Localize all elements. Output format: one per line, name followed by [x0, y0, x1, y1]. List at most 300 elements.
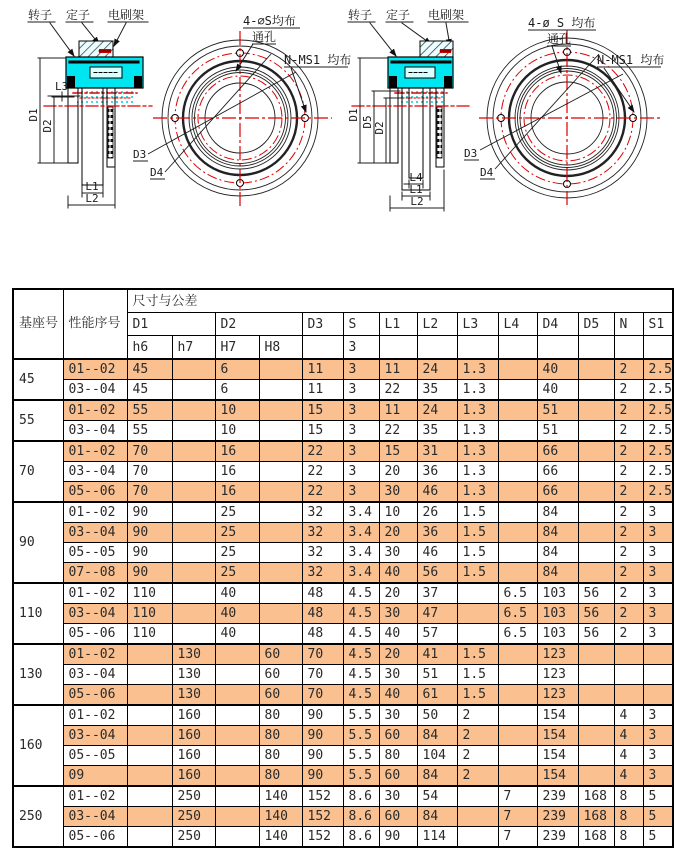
dimension-value-cell: 8: [614, 807, 643, 827]
dimension-value-cell: [457, 624, 498, 645]
nms1-note: N-MS1 均布: [597, 53, 665, 67]
tolerance-header-cell: [578, 336, 614, 360]
performance-seq-cell: 05--06: [63, 482, 127, 503]
dimension-value-cell: 8: [614, 827, 643, 848]
dimension-value-cell: 36: [417, 523, 457, 543]
dimension-value-cell: 20: [379, 523, 417, 543]
tolerance-header-cell: [302, 336, 343, 360]
performance-seq-cell: 03--04: [63, 380, 127, 401]
dimension-value-cell: 31: [417, 441, 457, 462]
dimension-value-cell: 250: [172, 807, 215, 827]
dimension-value-cell: 1.3: [457, 380, 498, 401]
performance-seq-cell: 03--04: [63, 523, 127, 543]
dimension-value-cell: [259, 624, 302, 645]
dimension-value-cell: 140: [259, 827, 302, 848]
dimension-value-cell: 51: [537, 400, 578, 421]
dimension-value-cell: [498, 563, 537, 584]
dimension-value-cell: 110: [127, 583, 172, 604]
dimension-value-cell: 103: [537, 604, 578, 624]
dimension-value-cell: 35: [417, 380, 457, 401]
dimension-value-cell: 22: [302, 462, 343, 482]
dimension-value-cell: 3: [343, 380, 379, 401]
d5-dim-label: D5: [361, 115, 374, 129]
dimension-value-cell: [172, 482, 215, 503]
dimension-value-cell: 60: [379, 766, 417, 787]
table-row: [13, 400, 673, 421]
dimension-value-cell: [457, 583, 498, 604]
dimension-value-cell: 25: [215, 502, 259, 523]
dimension-value-cell: 84: [537, 543, 578, 563]
dimension-value-cell: [259, 359, 302, 380]
dimension-value-cell: [643, 665, 673, 685]
dimension-value-cell: [578, 766, 614, 787]
dimension-value-cell: 80: [379, 746, 417, 766]
dimension-value-cell: 40: [537, 380, 578, 401]
dimension-value-cell: [259, 604, 302, 624]
dimension-value-cell: 3: [643, 624, 673, 645]
dimension-value-cell: 2.5: [643, 380, 673, 401]
dimension-value-cell: [457, 827, 498, 848]
performance-seq-cell: 01--02: [63, 502, 127, 523]
dimension-value-cell: 40: [537, 359, 578, 380]
holes-note-line1: 4-ø S 均布: [528, 16, 596, 30]
dimension-value-cell: 3: [643, 502, 673, 523]
rotor-label: 转子: [28, 8, 53, 22]
dimension-value-cell: [498, 705, 537, 726]
performance-seq-cell: 03--04: [63, 665, 127, 685]
dimension-value-cell: 90: [302, 766, 343, 787]
dimension-value-cell: 152: [302, 807, 343, 827]
dimension-value-cell: 45: [127, 359, 172, 380]
dimension-value-cell: [259, 462, 302, 482]
dimension-value-cell: [215, 685, 259, 706]
dimension-value-cell: 56: [578, 604, 614, 624]
d2-dim-label: D2: [373, 121, 386, 135]
dimension-value-cell: [578, 380, 614, 401]
dimension-value-cell: [498, 543, 537, 563]
dimension-value-cell: [259, 502, 302, 523]
dimension-value-cell: 45: [127, 380, 172, 401]
dimension-value-cell: 61: [417, 685, 457, 706]
dimension-value-cell: 47: [417, 604, 457, 624]
dimension-value-cell: 3.4: [343, 502, 379, 523]
dimension-value-cell: 2: [457, 766, 498, 787]
dimension-value-cell: 3: [643, 766, 673, 787]
performance-seq-cell: 05--06: [63, 685, 127, 706]
dimension-value-cell: 239: [537, 827, 578, 848]
dimension-value-cell: 22: [302, 482, 343, 503]
dimension-value-cell: 66: [537, 441, 578, 462]
dimension-value-cell: [578, 462, 614, 482]
dimension-value-cell: [578, 482, 614, 503]
dimension-value-cell: 2.5: [643, 421, 673, 442]
dimension-value-cell: 70: [127, 482, 172, 503]
left-side-view: [27, 7, 152, 208]
dimension-value-cell: 3: [643, 604, 673, 624]
dimension-value-cell: 40: [215, 583, 259, 604]
dimension-value-cell: 160: [172, 726, 215, 746]
dimension-value-cell: [498, 359, 537, 380]
tolerance-header-cell: [614, 336, 643, 360]
dimension-value-cell: 40: [379, 685, 417, 706]
dimension-value-cell: 103: [537, 583, 578, 604]
dimension-value-cell: 4: [614, 726, 643, 746]
tolerance-header-cell: [498, 336, 537, 360]
dimension-value-cell: 41: [417, 644, 457, 665]
dimension-value-cell: 30: [379, 543, 417, 563]
dimension-value-cell: 3.4: [343, 543, 379, 563]
dimension-value-cell: [172, 523, 215, 543]
dimension-value-cell: 140: [259, 786, 302, 807]
dimension-value-cell: 84: [417, 807, 457, 827]
dimension-value-cell: [127, 705, 172, 726]
dimension-value-cell: 1.3: [457, 441, 498, 462]
table-header: [13, 289, 673, 359]
dimension-value-cell: 6.5: [498, 624, 537, 645]
dimension-value-cell: 3: [643, 726, 673, 746]
dimension-value-cell: 80: [259, 705, 302, 726]
dimension-value-cell: [127, 766, 172, 787]
dimension-value-cell: [498, 523, 537, 543]
table-row: [13, 705, 673, 726]
dimension-value-cell: 32: [302, 543, 343, 563]
dimension-value-cell: [498, 644, 537, 665]
dimension-value-cell: 6: [215, 359, 259, 380]
dimension-value-cell: 90: [127, 502, 172, 523]
base-number-cell: 130: [13, 644, 63, 705]
table-row: [13, 523, 673, 543]
dimension-value-cell: 2: [614, 380, 643, 401]
dimension-value-cell: 2.5: [643, 359, 673, 380]
brush-holder-label: 电刷架: [428, 8, 465, 22]
left-front-view: [133, 13, 351, 206]
dimension-value-cell: 5.5: [343, 746, 379, 766]
dimension-value-cell: [259, 543, 302, 563]
dimension-value-cell: 8.6: [343, 807, 379, 827]
dimension-value-cell: 20: [379, 462, 417, 482]
dimension-value-cell: 16: [215, 441, 259, 462]
dimension-value-cell: 152: [302, 786, 343, 807]
dimension-value-cell: 32: [302, 502, 343, 523]
dimension-value-cell: 110: [127, 604, 172, 624]
performance-seq-cell: 07--08: [63, 563, 127, 584]
dimension-value-cell: 60: [379, 726, 417, 746]
dimension-value-cell: [578, 400, 614, 421]
dimension-value-cell: [578, 726, 614, 746]
dimension-value-cell: 15: [379, 441, 417, 462]
performance-seq-cell: 05--06: [63, 827, 127, 848]
dimension-value-cell: [172, 604, 215, 624]
dimension-value-cell: [259, 380, 302, 401]
dimension-value-cell: [127, 786, 172, 807]
dimension-value-cell: 16: [215, 482, 259, 503]
dimension-value-cell: 56: [578, 624, 614, 645]
slip-ring-strip: [437, 107, 442, 158]
dim-header-cell: L3: [457, 313, 498, 336]
tolerance-header-cell: [417, 336, 457, 360]
dimension-value-cell: 1.3: [457, 482, 498, 503]
performance-seq-cell: 05--05: [63, 746, 127, 766]
dimension-value-cell: [498, 482, 537, 503]
dimension-value-cell: 3: [643, 746, 673, 766]
dimension-value-cell: 50: [417, 705, 457, 726]
dimension-value-cell: [215, 807, 259, 827]
dimension-value-cell: 70: [302, 644, 343, 665]
table-row: [13, 441, 673, 462]
dimension-value-cell: 90: [379, 827, 417, 848]
dimension-value-cell: [498, 726, 537, 746]
performance-seq-cell: 05--05: [63, 543, 127, 563]
dimension-value-cell: 35: [417, 421, 457, 442]
dimension-value-cell: [643, 685, 673, 706]
performance-seq-cell: 01--02: [63, 400, 127, 421]
dimension-value-cell: [172, 624, 215, 645]
table-row: [13, 462, 673, 482]
performance-seq-cell: 03--04: [63, 604, 127, 624]
dimension-value-cell: 37: [417, 583, 457, 604]
dimension-value-cell: 3: [343, 441, 379, 462]
dimension-value-cell: 2: [614, 563, 643, 584]
dimension-value-cell: [498, 380, 537, 401]
dimension-value-cell: 5: [643, 786, 673, 807]
dim-header-cell: S: [343, 313, 379, 336]
dimension-value-cell: 30: [379, 665, 417, 685]
l2-dim-label: L2: [85, 192, 99, 205]
dimension-value-cell: [578, 644, 614, 665]
dimension-value-cell: 3: [343, 482, 379, 503]
dimension-value-cell: 48: [302, 583, 343, 604]
dimension-value-cell: [457, 604, 498, 624]
right-side-view: [347, 7, 472, 211]
dimension-value-cell: [578, 523, 614, 543]
dimension-value-cell: 56: [417, 563, 457, 584]
right-front-view: [464, 15, 664, 207]
dimension-value-cell: [172, 502, 215, 523]
dimension-value-cell: 4.5: [343, 644, 379, 665]
dimension-value-cell: [172, 400, 215, 421]
dimension-value-cell: 3: [343, 400, 379, 421]
dimension-value-cell: [578, 421, 614, 442]
table-row: [13, 380, 673, 401]
d1-dim-label: D1: [347, 108, 360, 122]
dimension-value-cell: 22: [379, 421, 417, 442]
dimension-value-cell: 4.5: [343, 665, 379, 685]
dimension-value-cell: 2: [614, 359, 643, 380]
dimension-value-cell: 239: [537, 807, 578, 827]
d4-dim-label: D4: [480, 166, 494, 179]
dimension-value-cell: [172, 543, 215, 563]
dimension-value-cell: 10: [215, 421, 259, 442]
dimension-value-cell: 25: [215, 543, 259, 563]
dimension-value-cell: 32: [302, 523, 343, 543]
dimension-value-cell: 1.5: [457, 563, 498, 584]
dimension-value-cell: 7: [498, 786, 537, 807]
base-number-cell: 90: [13, 502, 63, 583]
dimension-value-cell: 154: [537, 766, 578, 787]
dimension-value-cell: 40: [379, 624, 417, 645]
performance-seq-cell: 05--06: [63, 624, 127, 645]
dimension-value-cell: 1.3: [457, 462, 498, 482]
dimension-value-cell: 90: [302, 746, 343, 766]
tolerance-header-cell: h7: [172, 336, 215, 360]
dimension-value-cell: 22: [302, 441, 343, 462]
dimension-value-cell: 3: [643, 523, 673, 543]
dimension-value-cell: 30: [379, 786, 417, 807]
dimension-value-cell: [614, 644, 643, 665]
dimension-value-cell: [498, 400, 537, 421]
dimension-value-cell: 2: [614, 604, 643, 624]
tolerance-header-cell: H7: [215, 336, 259, 360]
table-row: [13, 726, 673, 746]
dim-header-cell: D1: [127, 313, 215, 336]
dimension-value-cell: 168: [578, 827, 614, 848]
base-number-cell: 160: [13, 705, 63, 786]
table-row: [13, 827, 673, 848]
tolerance-header-cell: [643, 336, 673, 360]
dimension-value-cell: 20: [379, 644, 417, 665]
l1-dim-label: L1: [409, 183, 423, 196]
table-row: [13, 786, 673, 807]
dimension-value-cell: 3: [343, 359, 379, 380]
dim-header-cell: D2: [215, 313, 302, 336]
dimension-value-cell: 1.5: [457, 523, 498, 543]
dim-header-cell: D3: [302, 313, 343, 336]
performance-seq-cell: 01--02: [63, 583, 127, 604]
dimension-value-cell: 90: [302, 726, 343, 746]
dimension-value-cell: [215, 766, 259, 787]
table-row: [13, 359, 673, 380]
dimension-value-cell: 168: [578, 786, 614, 807]
dimension-value-cell: [127, 726, 172, 746]
table-row: [13, 807, 673, 827]
dimension-value-cell: [215, 705, 259, 726]
dimension-value-cell: 123: [537, 665, 578, 685]
table-row: [13, 583, 673, 604]
dimension-value-cell: 46: [417, 482, 457, 503]
l3-dim-label: L3: [55, 80, 69, 93]
performance-seq-cell: 03--04: [63, 421, 127, 442]
dimension-value-cell: 70: [127, 441, 172, 462]
dimension-value-cell: 3.4: [343, 523, 379, 543]
dimension-value-cell: 4: [614, 705, 643, 726]
dimension-value-cell: 84: [417, 726, 457, 746]
dimension-value-cell: [259, 482, 302, 503]
table-row: [13, 624, 673, 645]
table-row: [13, 543, 673, 563]
dimension-value-cell: 4.5: [343, 624, 379, 645]
dimension-value-cell: 84: [417, 766, 457, 787]
dimension-value-cell: 70: [302, 665, 343, 685]
dimension-value-cell: [457, 807, 498, 827]
dimension-value-cell: 160: [172, 766, 215, 787]
dimension-value-cell: [215, 726, 259, 746]
dimension-value-cell: [172, 563, 215, 584]
dimension-value-cell: [127, 807, 172, 827]
dimension-value-cell: 1.3: [457, 359, 498, 380]
dimension-value-cell: 3: [343, 421, 379, 442]
dimension-value-cell: [578, 705, 614, 726]
dimension-table: [12, 288, 674, 848]
dimension-value-cell: [643, 644, 673, 665]
table-row: [13, 766, 673, 787]
dimension-value-cell: 30: [379, 482, 417, 503]
dim-header-cell: L2: [417, 313, 457, 336]
dimension-value-cell: 250: [172, 786, 215, 807]
dimension-value-cell: 11: [302, 359, 343, 380]
dimension-value-cell: 130: [172, 685, 215, 706]
dimension-value-cell: [127, 827, 172, 848]
dimension-value-cell: 4: [614, 766, 643, 787]
l4-dim-label: L4: [409, 171, 423, 184]
dimension-value-cell: 5.5: [343, 705, 379, 726]
dimension-value-cell: 2: [614, 523, 643, 543]
dim-header-cell: D5: [578, 313, 614, 336]
dimension-value-cell: 110: [127, 624, 172, 645]
dimension-value-cell: [614, 665, 643, 685]
dimension-value-cell: 84: [537, 502, 578, 523]
tolerance-header-cell: [379, 336, 417, 360]
performance-seq-cell: 01--02: [63, 359, 127, 380]
dimension-value-cell: 10: [215, 400, 259, 421]
dimension-value-cell: 51: [537, 421, 578, 442]
dimension-value-cell: 11: [379, 400, 417, 421]
base-number-cell: 70: [13, 441, 63, 502]
dimension-value-cell: [215, 786, 259, 807]
dimension-value-cell: 48: [302, 624, 343, 645]
table-row: [13, 746, 673, 766]
dimension-value-cell: 26: [417, 502, 457, 523]
dimension-value-cell: 10: [379, 502, 417, 523]
nms1-note: N-MS1 均布: [284, 53, 352, 67]
dim-header-cell: S1: [643, 313, 673, 336]
tolerance-header-cell: [457, 336, 498, 360]
performance-seq-cell: 09: [63, 766, 127, 787]
base-number-cell: 45: [13, 359, 63, 400]
dimension-value-cell: [259, 421, 302, 442]
d3-dim-label: D3: [133, 148, 147, 161]
dimension-value-cell: 60: [379, 807, 417, 827]
table-row: [13, 604, 673, 624]
dimension-value-cell: 168: [578, 807, 614, 827]
dimension-value-cell: 5: [643, 807, 673, 827]
dimension-value-cell: 1.5: [457, 665, 498, 685]
dimension-value-cell: 7: [498, 807, 537, 827]
dimension-value-cell: [259, 583, 302, 604]
dimension-value-cell: 1.3: [457, 400, 498, 421]
performance-seq-cell: 01--02: [63, 644, 127, 665]
dimension-value-cell: 154: [537, 705, 578, 726]
dimension-value-cell: 1.5: [457, 644, 498, 665]
dimension-value-cell: 55: [127, 421, 172, 442]
dimension-value-cell: [172, 421, 215, 442]
l2-dim-label: L2: [410, 195, 424, 208]
dimension-value-cell: 40: [215, 624, 259, 645]
dimension-value-cell: 103: [537, 624, 578, 645]
dimension-value-cell: 6.5: [498, 583, 537, 604]
laminations: [77, 89, 133, 105]
dimension-value-cell: 40: [215, 604, 259, 624]
dimension-value-cell: 6: [215, 380, 259, 401]
dimension-value-cell: [215, 644, 259, 665]
dimension-value-cell: 2.5: [643, 482, 673, 503]
dimension-value-cell: [578, 441, 614, 462]
dimension-value-cell: 24: [417, 359, 457, 380]
tolerance-header-cell: h6: [127, 336, 172, 360]
dimension-value-cell: 51: [417, 665, 457, 685]
table-row: [13, 665, 673, 685]
performance-seq-header: 性能序号: [63, 289, 127, 359]
dimension-value-cell: 2: [614, 482, 643, 503]
